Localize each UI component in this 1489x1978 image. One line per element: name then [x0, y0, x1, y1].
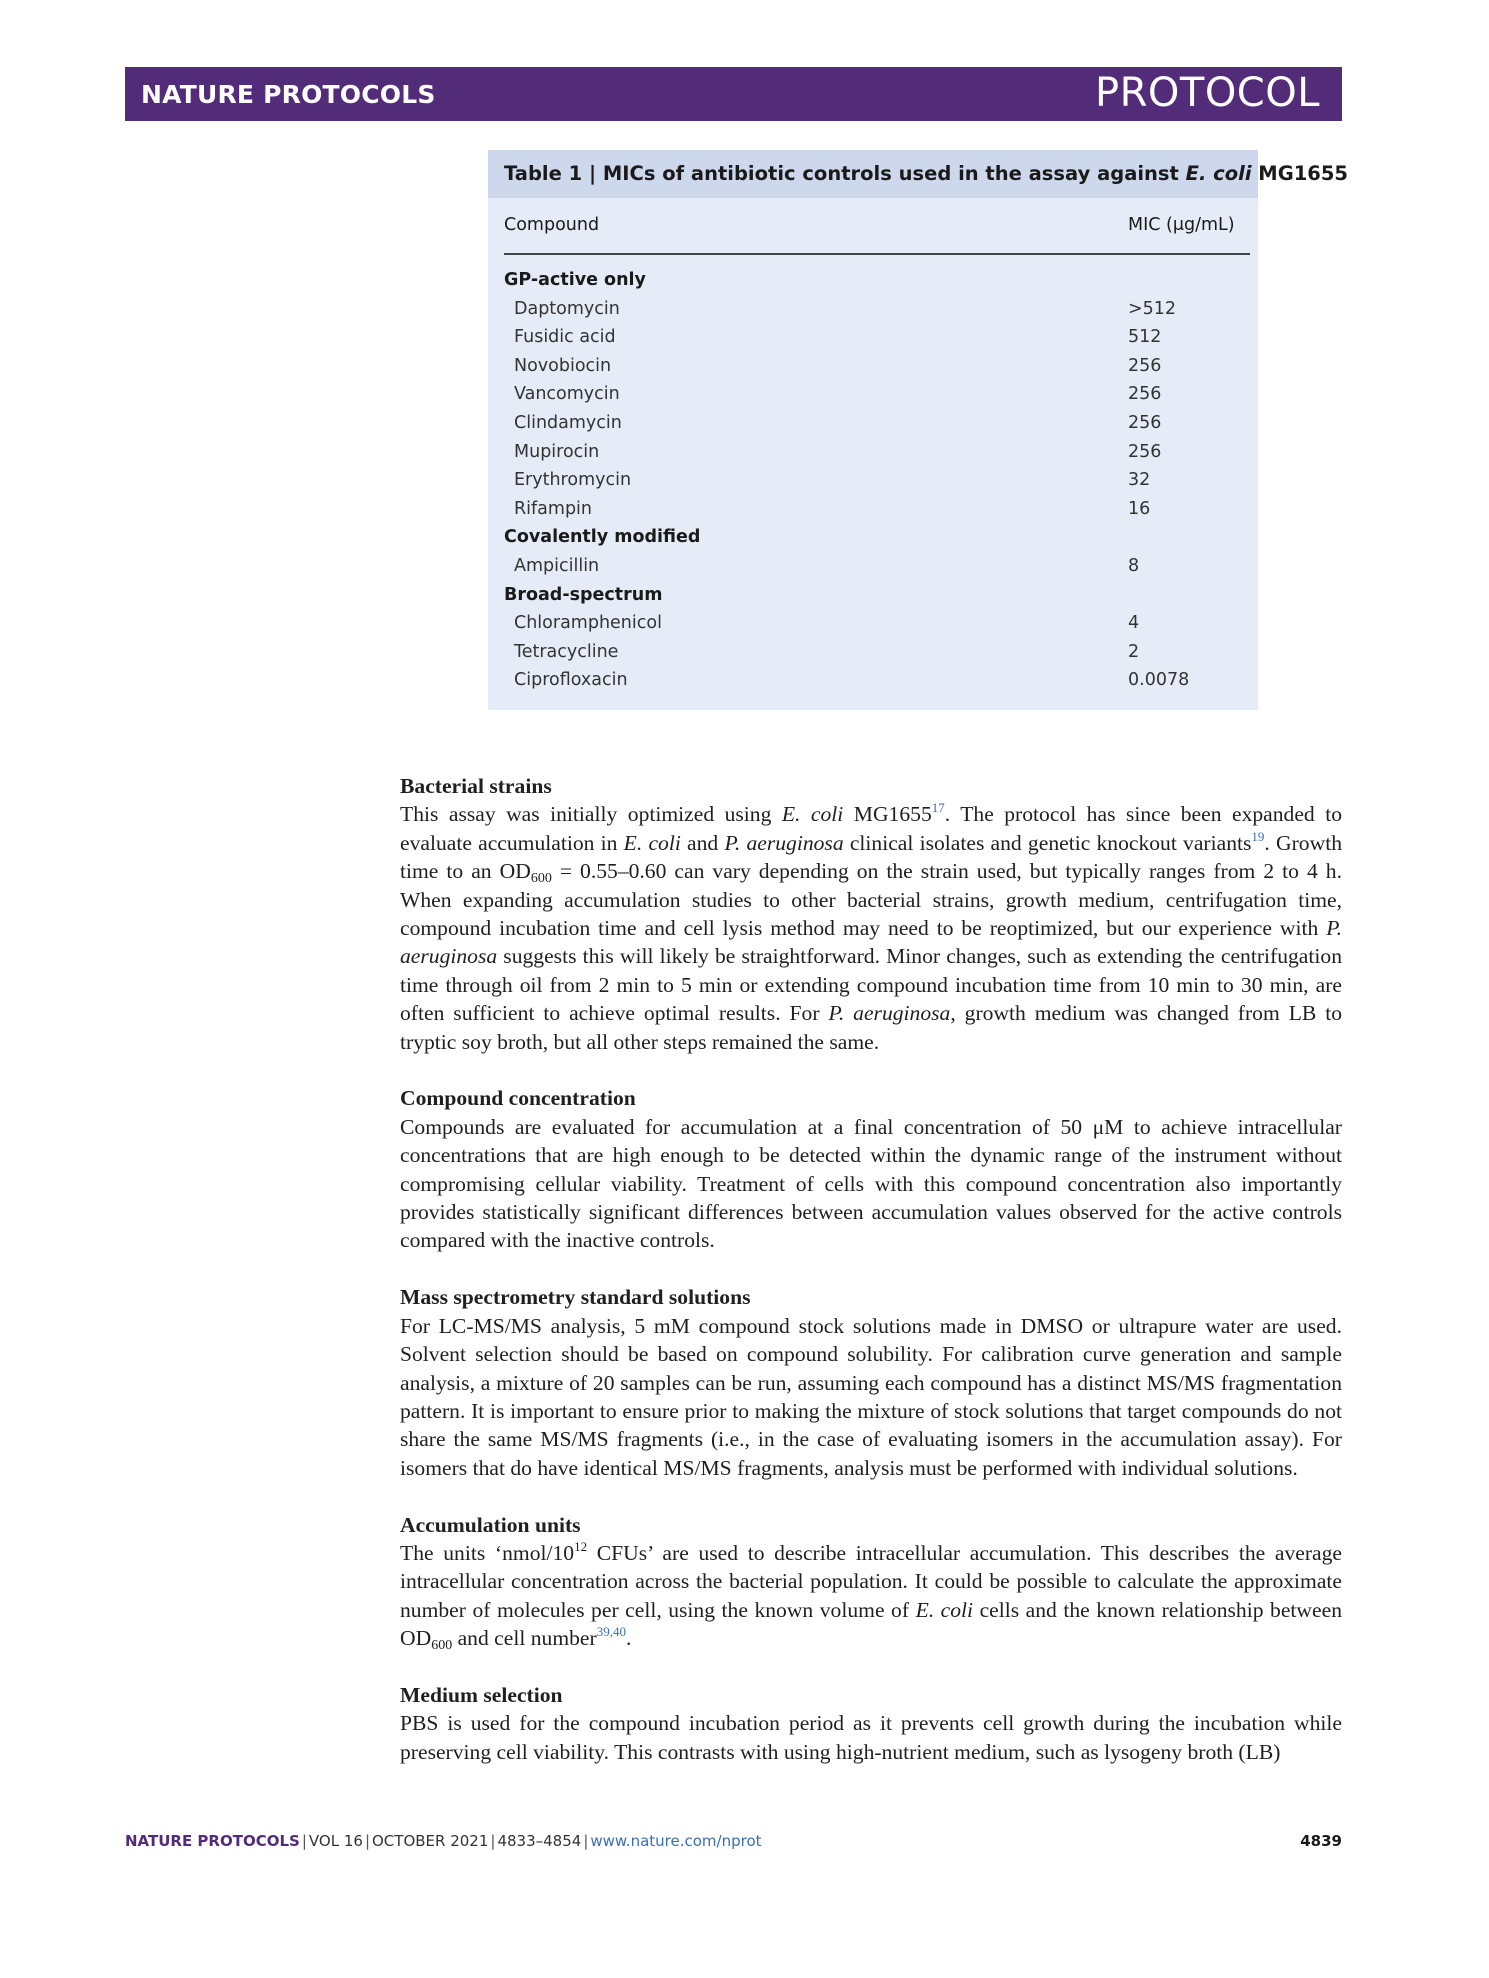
section-compound-concentration: [400, 1084, 1342, 1254]
compound-name: Chloramphenicol: [514, 613, 662, 634]
mic-value: 256: [1128, 384, 1162, 405]
reference-link[interactable]: 17: [931, 800, 945, 816]
table-row: [488, 384, 1258, 413]
compound-name: Ampicillin: [514, 555, 600, 576]
column-header-mic: MIC (μg/mL): [1128, 215, 1235, 235]
section-medium-selection: [400, 1681, 1342, 1766]
table-row: [488, 442, 1258, 471]
compound-name: Daptomycin: [514, 298, 620, 319]
journal-name: NATURE PROTOCOLS: [141, 80, 436, 109]
table-body: [488, 270, 1258, 699]
compound-name: Clindamycin: [514, 412, 622, 433]
section-heading: Medium selection: [400, 1682, 563, 1707]
mic-value: 8: [1128, 555, 1140, 576]
article-type: PROTOCOL: [1094, 70, 1320, 116]
table-row: [488, 413, 1258, 442]
page-footer: NATURE PROTOCOLS | VOL 16 | OCTOBER 2021 | 4833–4854 | www.nature.com/nprot 4839: [125, 1832, 1342, 1850]
table-row: [488, 556, 1258, 585]
section-heading: Bacterial strains: [400, 774, 552, 798]
compound-name: Fusidic acid: [514, 327, 616, 348]
compound-name: Mupirocin: [514, 441, 600, 462]
journal-header-bar: [125, 67, 1342, 121]
mic-value: 0.0078: [1128, 670, 1190, 691]
table-group-row: [488, 527, 1258, 556]
table-caption-strain: MG1655: [1251, 162, 1348, 185]
compound-name: Rifampin: [514, 498, 593, 519]
mic-value: 16: [1128, 498, 1151, 519]
table-row: [488, 299, 1258, 328]
group-name: GP-active only: [504, 270, 646, 290]
section-paragraph: The units ‘$nmol/10^{12}$ CFUs’ are used to describe intracellular accumulation. This describes the average intracellular concentration across the bacterial population. It could be possible to calculate the approximate number of molecules per cell, using the known volume of E. coli cells and the known relationship between $OD_{600}$ and cell number$^{39,40}$.: [400, 1538, 1343, 1654]
mic-value: 512: [1128, 327, 1162, 348]
footer-volume: VOL 16: [308, 1832, 363, 1850]
section-heading: Mass spectrometry standard solutions: [400, 1285, 751, 1310]
table-row: [488, 642, 1258, 671]
section-heading: Compound concentration: [400, 1086, 636, 1111]
table-row: [488, 470, 1258, 499]
mic-value: 256: [1128, 441, 1162, 462]
reference-link[interactable]: 39,40: [596, 1624, 626, 1640]
table-row: [488, 499, 1258, 528]
mic-value: 256: [1128, 355, 1162, 376]
table-caption-species: E. coli: [1185, 162, 1252, 185]
footer-journal: NATURE PROTOCOLS: [125, 1832, 300, 1850]
compound-name: Vancomycin: [514, 384, 620, 405]
compound-name: Tetracycline: [514, 641, 619, 662]
column-header-compound: Compound: [504, 215, 600, 235]
table-caption: [488, 150, 1348, 198]
mic-value: 2: [1128, 641, 1140, 662]
footer-date: OCTOBER 2021: [372, 1832, 489, 1850]
table-caption-pre: MICs of antibiotic controls used in the assay against: [602, 162, 1186, 185]
table-row: [488, 613, 1258, 642]
section-paragraph: This assay was initially optimized using E. coli MG1655$^{17}$. The protocol has since been expanded to evaluate accumulation in E. coli and P. aeruginosa clinical isolates and genetic knockout variants$^{19}$. Growth time to an $OD_{600} = 0.55-0.60$ can vary depending on the strain used, but typically ranges from 2 to 4 h. When expanding accumulation studies to other bacterial strains, growth medium, centrifugation time, compound incubation time and cell lysis method may need to be reoptimized, but our experience with P. aeruginosa suggests this will likely be straightforward. Minor changes, such as extending the centrifugation time through oil from 2 min to 5 min or extending compound incubation time from 10 min to 30 min, are often sufficient to achieve optimal results. For P. aeruginosa, growth medium was changed from LB to tryptic soy broth, but all other steps remained the same.: [400, 800, 1343, 1054]
mic-value: 32: [1128, 470, 1151, 491]
footer-pages: 4833–4854: [497, 1832, 582, 1850]
group-name: Broad-spectrum: [504, 584, 663, 605]
section-heading: Accumulation units: [400, 1512, 581, 1537]
section-bacterial-strains: [400, 772, 1342, 1056]
group-name: Covalently modified: [504, 527, 701, 548]
mic-value: 256: [1128, 412, 1162, 433]
section-paragraph: PBS is used for the compound incubation period as it prevents cell growth during the incubation while preserving cell viability. This contrasts with using high-nutrient medium, such as lysogeny broth (LB): [400, 1711, 1342, 1764]
table-group-row: [488, 585, 1258, 614]
header-rule: [504, 253, 1250, 255]
footer-url-link[interactable]: www.nature.com/nprot: [590, 1832, 762, 1850]
section-accumulation-units: [400, 1511, 1342, 1653]
compound-name: Erythromycin: [514, 470, 632, 491]
reference-link[interactable]: 19: [1251, 828, 1265, 844]
compound-name: Novobiocin: [514, 355, 612, 376]
section-mass-spectrometry: [400, 1283, 1342, 1482]
section-paragraph: For LC-MS/MS analysis, 5 mM compound stock solutions made in DMSO or ultrapure water are used. Solvent selection should be based on compound solubility. For calibration curve generation and sample analysis, a mixture of 20 samples can be run, assuming each compound has a distinct MS/MS fragmentation pattern. It is important to ensure prior to making the mixture of stock solutions that target compounds do not share the same MS/MS fragments (i.e., in the case of evaluating isomers in the accumulation assay). For isomers that do have identical MS/MS fragments, analysis must be performed with individual solutions.: [400, 1313, 1342, 1480]
table-row: [488, 670, 1258, 699]
table-row: [488, 356, 1258, 385]
compound-name: Ciprofloxacin: [514, 670, 628, 691]
table-row: [488, 327, 1258, 356]
article-body: [400, 772, 1342, 1795]
table-caption-label: Table 1 |: [504, 162, 597, 185]
page-number: 4839: [1300, 1832, 1342, 1850]
mic-table: [488, 150, 1348, 710]
section-paragraph: Compounds are evaluated for accumulation at a final concentration of 50 μM to achieve intracellular concentrations that are high enough to be detected within the dynamic range of the instrument without compromising cellular viability. Treatment of cells with this compound concentration also importantly provides statistically significant differences between accumulation values observed for the active controls compared with the inactive controls.: [400, 1114, 1342, 1253]
table-group-row: [488, 270, 1258, 299]
mic-value: >512: [1128, 298, 1177, 319]
mic-value: 4: [1128, 613, 1140, 634]
